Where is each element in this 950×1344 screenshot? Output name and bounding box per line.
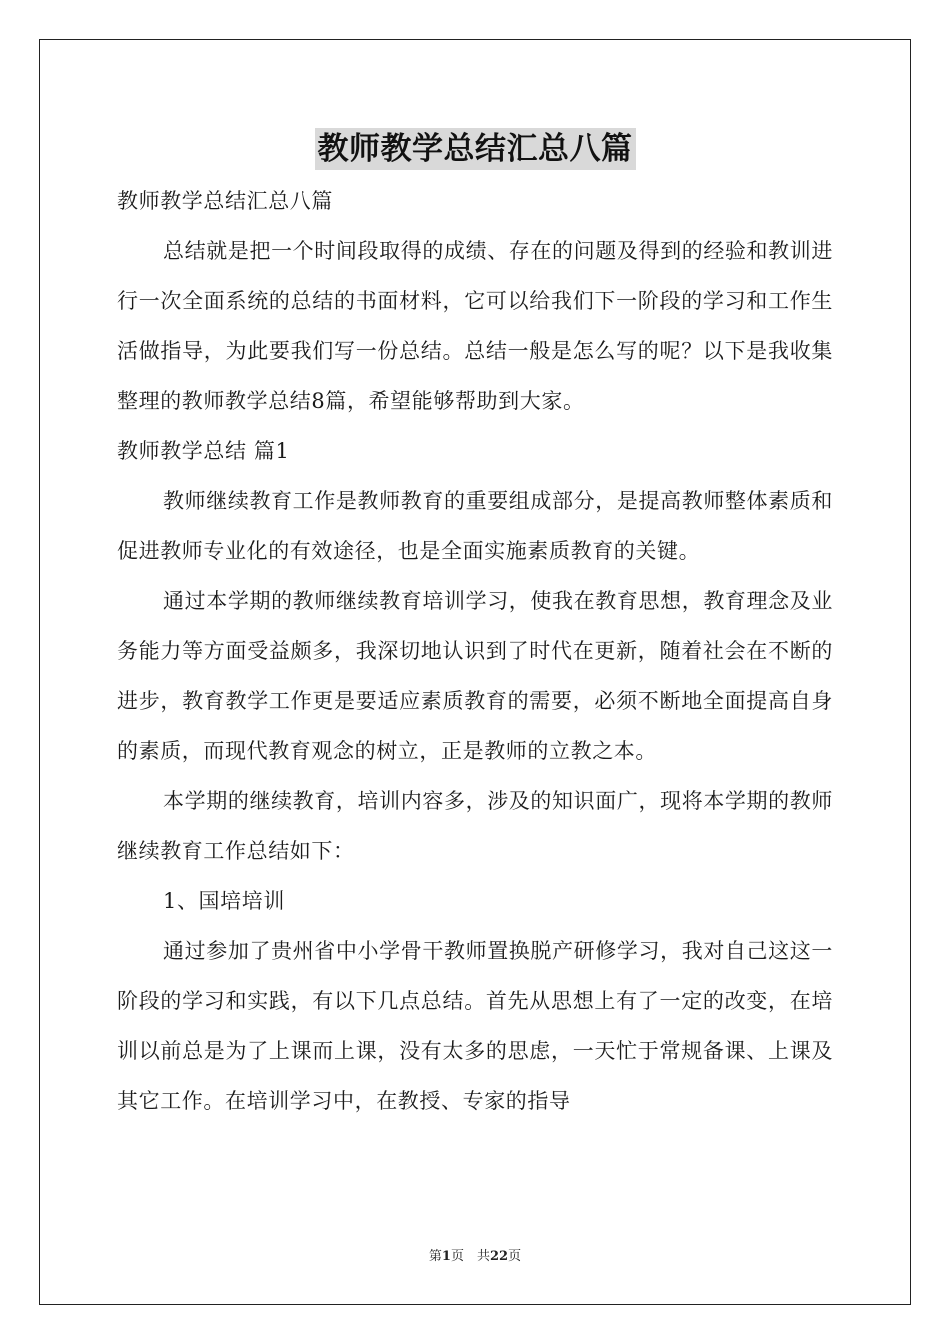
document-title: 教师教学总结汇总八篇 (315, 128, 636, 170)
subsection-heading: 1、国培培训 (163, 889, 285, 913)
section-heading-1: 教师教学总结 篇1 (117, 439, 290, 463)
paragraph: 本学期的继续教育，培训内容多，涉及的知识面广，现将本学期的教师继续教育工作总结如下： (117, 789, 833, 863)
paragraph: 通过参加了贵州省中小学骨干教师置换脱产研修学习，我对自己这这一阶段的学习和实践，有以下几点总结。首先从思想上有了一定的改变，在培训以前总是为了上课而上课，没有太多的思虑，一天忙于常规备课、上课及其它工作。在培训学习中，在教授、专家的指导 (117, 939, 833, 1113)
page-footer (0, 1248, 950, 1266)
paragraph-intro: 总结就是把一个时间段取得的成绩、存在的问题及得到的经验和教训进行一次全面系统的总结的书面材料，它可以给我们下一阶段的学习和工作生活做指导，为此要我们写一份总结。总结一般是怎么写的呢？以下是我收集整理的教师教学总结8篇，希望能够帮助到大家。 (117, 239, 833, 413)
page-prefix: 第 (428, 1249, 442, 1264)
paragraph: 通过本学期的教师继续教育培训学习，使我在教育思想，教育理念及业务能力等方面受益颇多，我深切地认识到了时代在更新，随着社会在不断的进步，教育教学工作更是要适应素质教育的需要，必须不断地全面提高自身的素质，而现代教育观念的树立，正是教师的立教之本。 (117, 589, 833, 763)
page-mid: 页 共 (450, 1249, 490, 1264)
paragraph: 教师继续教育工作是教师教育的重要组成部分，是提高教师整体素质和促进教师专业化的有效途径，也是全面实施素质教育的关键。 (117, 489, 833, 563)
document-subtitle: 教师教学总结汇总八篇 (117, 189, 333, 213)
page-number-total: 22 (489, 1249, 509, 1264)
document-body (117, 176, 833, 1126)
page-suffix: 页 (508, 1249, 522, 1264)
page-number-current: 1 (441, 1249, 451, 1264)
title-container (0, 128, 950, 170)
